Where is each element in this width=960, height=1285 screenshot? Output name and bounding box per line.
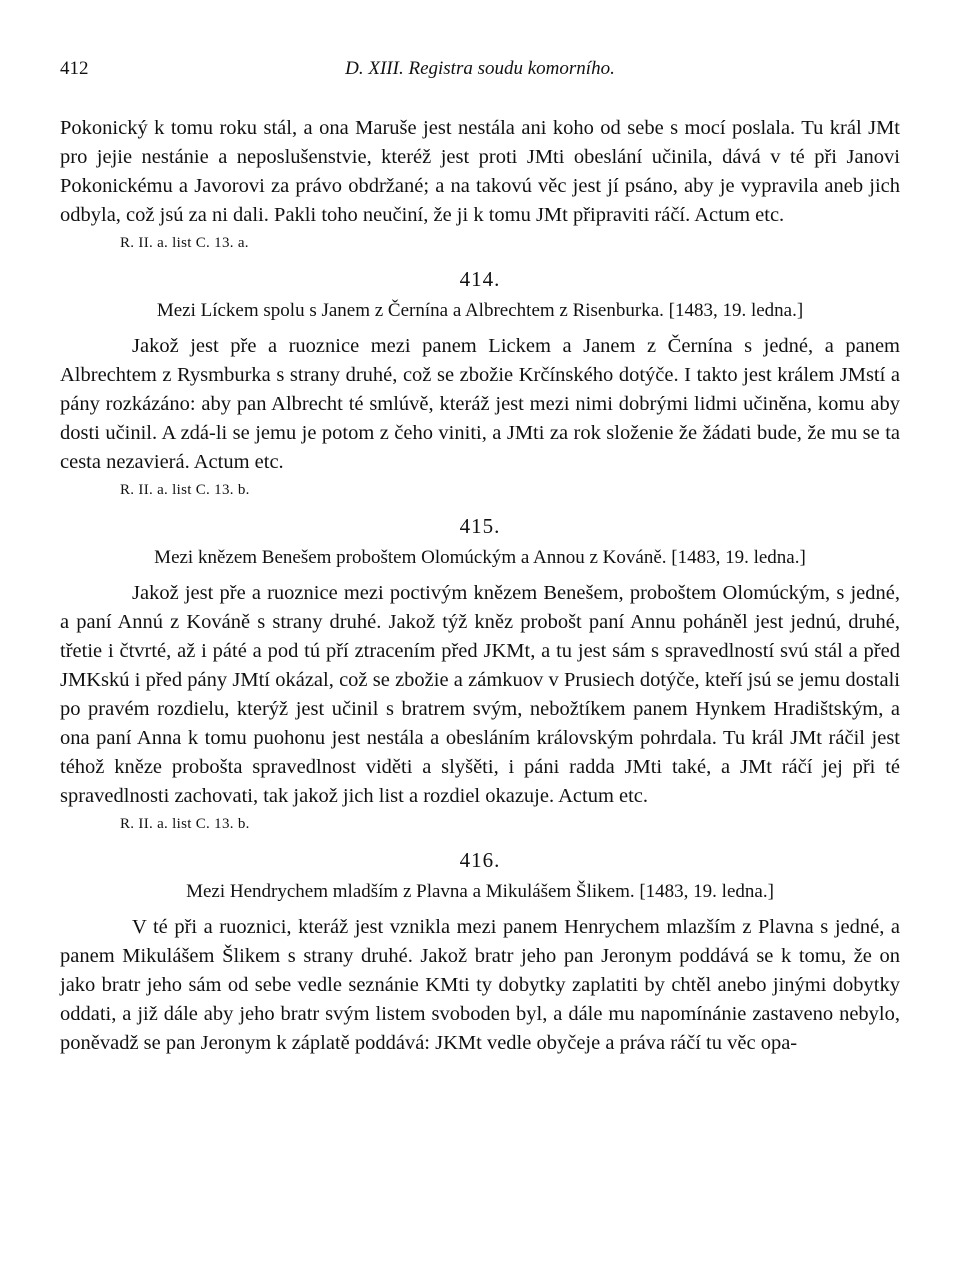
entry-heading-415: Mezi knězem Benešem proboštem Olomúckým a Annou z Kováně. [1483, 19. ledna.] bbox=[154, 547, 806, 568]
running-title: D. XIII. Registra soudu komorního. bbox=[345, 58, 615, 79]
running-header bbox=[60, 58, 900, 92]
entry-paragraph-414: Jakož jest pře a ruoznice mezi panem Lickem a Janem z Černína s jedné, a panem Albrechtem z Rysmburka s strany druhé, což se zbožie Krčínského dotýče. I takto jest králem JMstí a pány rozkázáno: aby pan Albrecht té smlúvě, kteráž jest mezi nimi dobrými lidmi učiněna, komu aby dosti učinil. A zdá-li se jemu je potom z čeho viniti, a JMti za rok složenie že žádati bude, že mu se ta cesta nezavierá. Actum etc. bbox=[60, 335, 900, 473]
entry-heading-414: Mezi Líckem spolu s Janem z Černína a Albrechtem z Risenburka. [1483, 19. ledna.] bbox=[156, 300, 804, 321]
entry-number-414: 414. bbox=[459, 267, 501, 291]
book-page bbox=[60, 58, 900, 1058]
entry-reference-414: R. II. a. list C. 13. b. bbox=[120, 482, 250, 498]
entry-paragraph-416: V té při a ruoznici, kteráž jest vznikla mezi panem Henrychem mlazším z Plavna s jedné, a panem Mikulášem Šlikem s strany druhé. Jakož bratr jeho pan Jeronym poddává se k tomu, že on jako bratr jeho sám od sebe vedle seznánie KMti ty dobytky zaplatiti by chtěl anebo jinými dobytky oddati, a již dále aby jeho bratr svým listem svoboden byl, a dále mu napomínánie zastaveno nebylo, poněvadž se pan Jeronym k záplatě poddává: JKMt vedle obyčeje a práva ráčí tu věc opa- bbox=[60, 916, 900, 1054]
entry-paragraph-415: Jakož jest pře a ruoznice mezi poctivým knězem Benešem, proboštem Olomúckým, s jedné, a paní Annú z Kováně s strany druhé. Jakož týž kněz probošt paní Annu poháněl jest jednú, druhé, třetie i čtvrté, až i páté a pod tú pří ztracením před JKMt, a tu jest sám s spravedlností svú stál a před JMKskú i před pány JMtí okázal, což se zbožie a zámkuov v Prusiech dotýče, kteří jsú se jemu dostali po pravém rozdielu, kterýž jest učinil s bratrem svým, nebožtíkem panem Hynkem Hradištským, a ona paní Anna k tomu puohonu jest nestála a obesláním královským pohrdala. Tu král JMt ráčil jest téhož kněze probošta spravedlnost viděti a slyšěti, i páni radda JMti také, a JMt ráčí jej při té spravedlnosti zachovati, tak jakož jich list a rozdiel okazuje. Actum etc. bbox=[60, 582, 900, 807]
entry-number-416: 416. bbox=[459, 848, 501, 872]
entry-heading-416: Mezi Hendrychem mladším z Plavna a Mikulášem Šlikem. [1483, 19. ledna.] bbox=[186, 881, 774, 902]
page-number: 412 bbox=[60, 58, 89, 79]
entry-number-415: 415. bbox=[459, 514, 501, 538]
entry-reference-415: R. II. a. list C. 13. b. bbox=[120, 816, 250, 832]
intro-paragraph: Pokonický k tomu roku stál, a ona Maruše jest nestála ani koho od sebe s mocí poslala. Tu král JMt pro jejie nestánie a neposlušenstvie, kteréž jest proti JMti obeslání učinila, dává v té při Janovi Pokonickému a Javorovi za právo obdržané; a na takovú věc jest jí psáno, aby je vypravila aneb jich odbyla, což jsú za ni dali. Pakli toho neučiní, že ji k tomu JMt připraviti ráčí. Actum etc. bbox=[60, 117, 900, 226]
intro-reference: R. II. a. list C. 13. a. bbox=[120, 235, 249, 251]
